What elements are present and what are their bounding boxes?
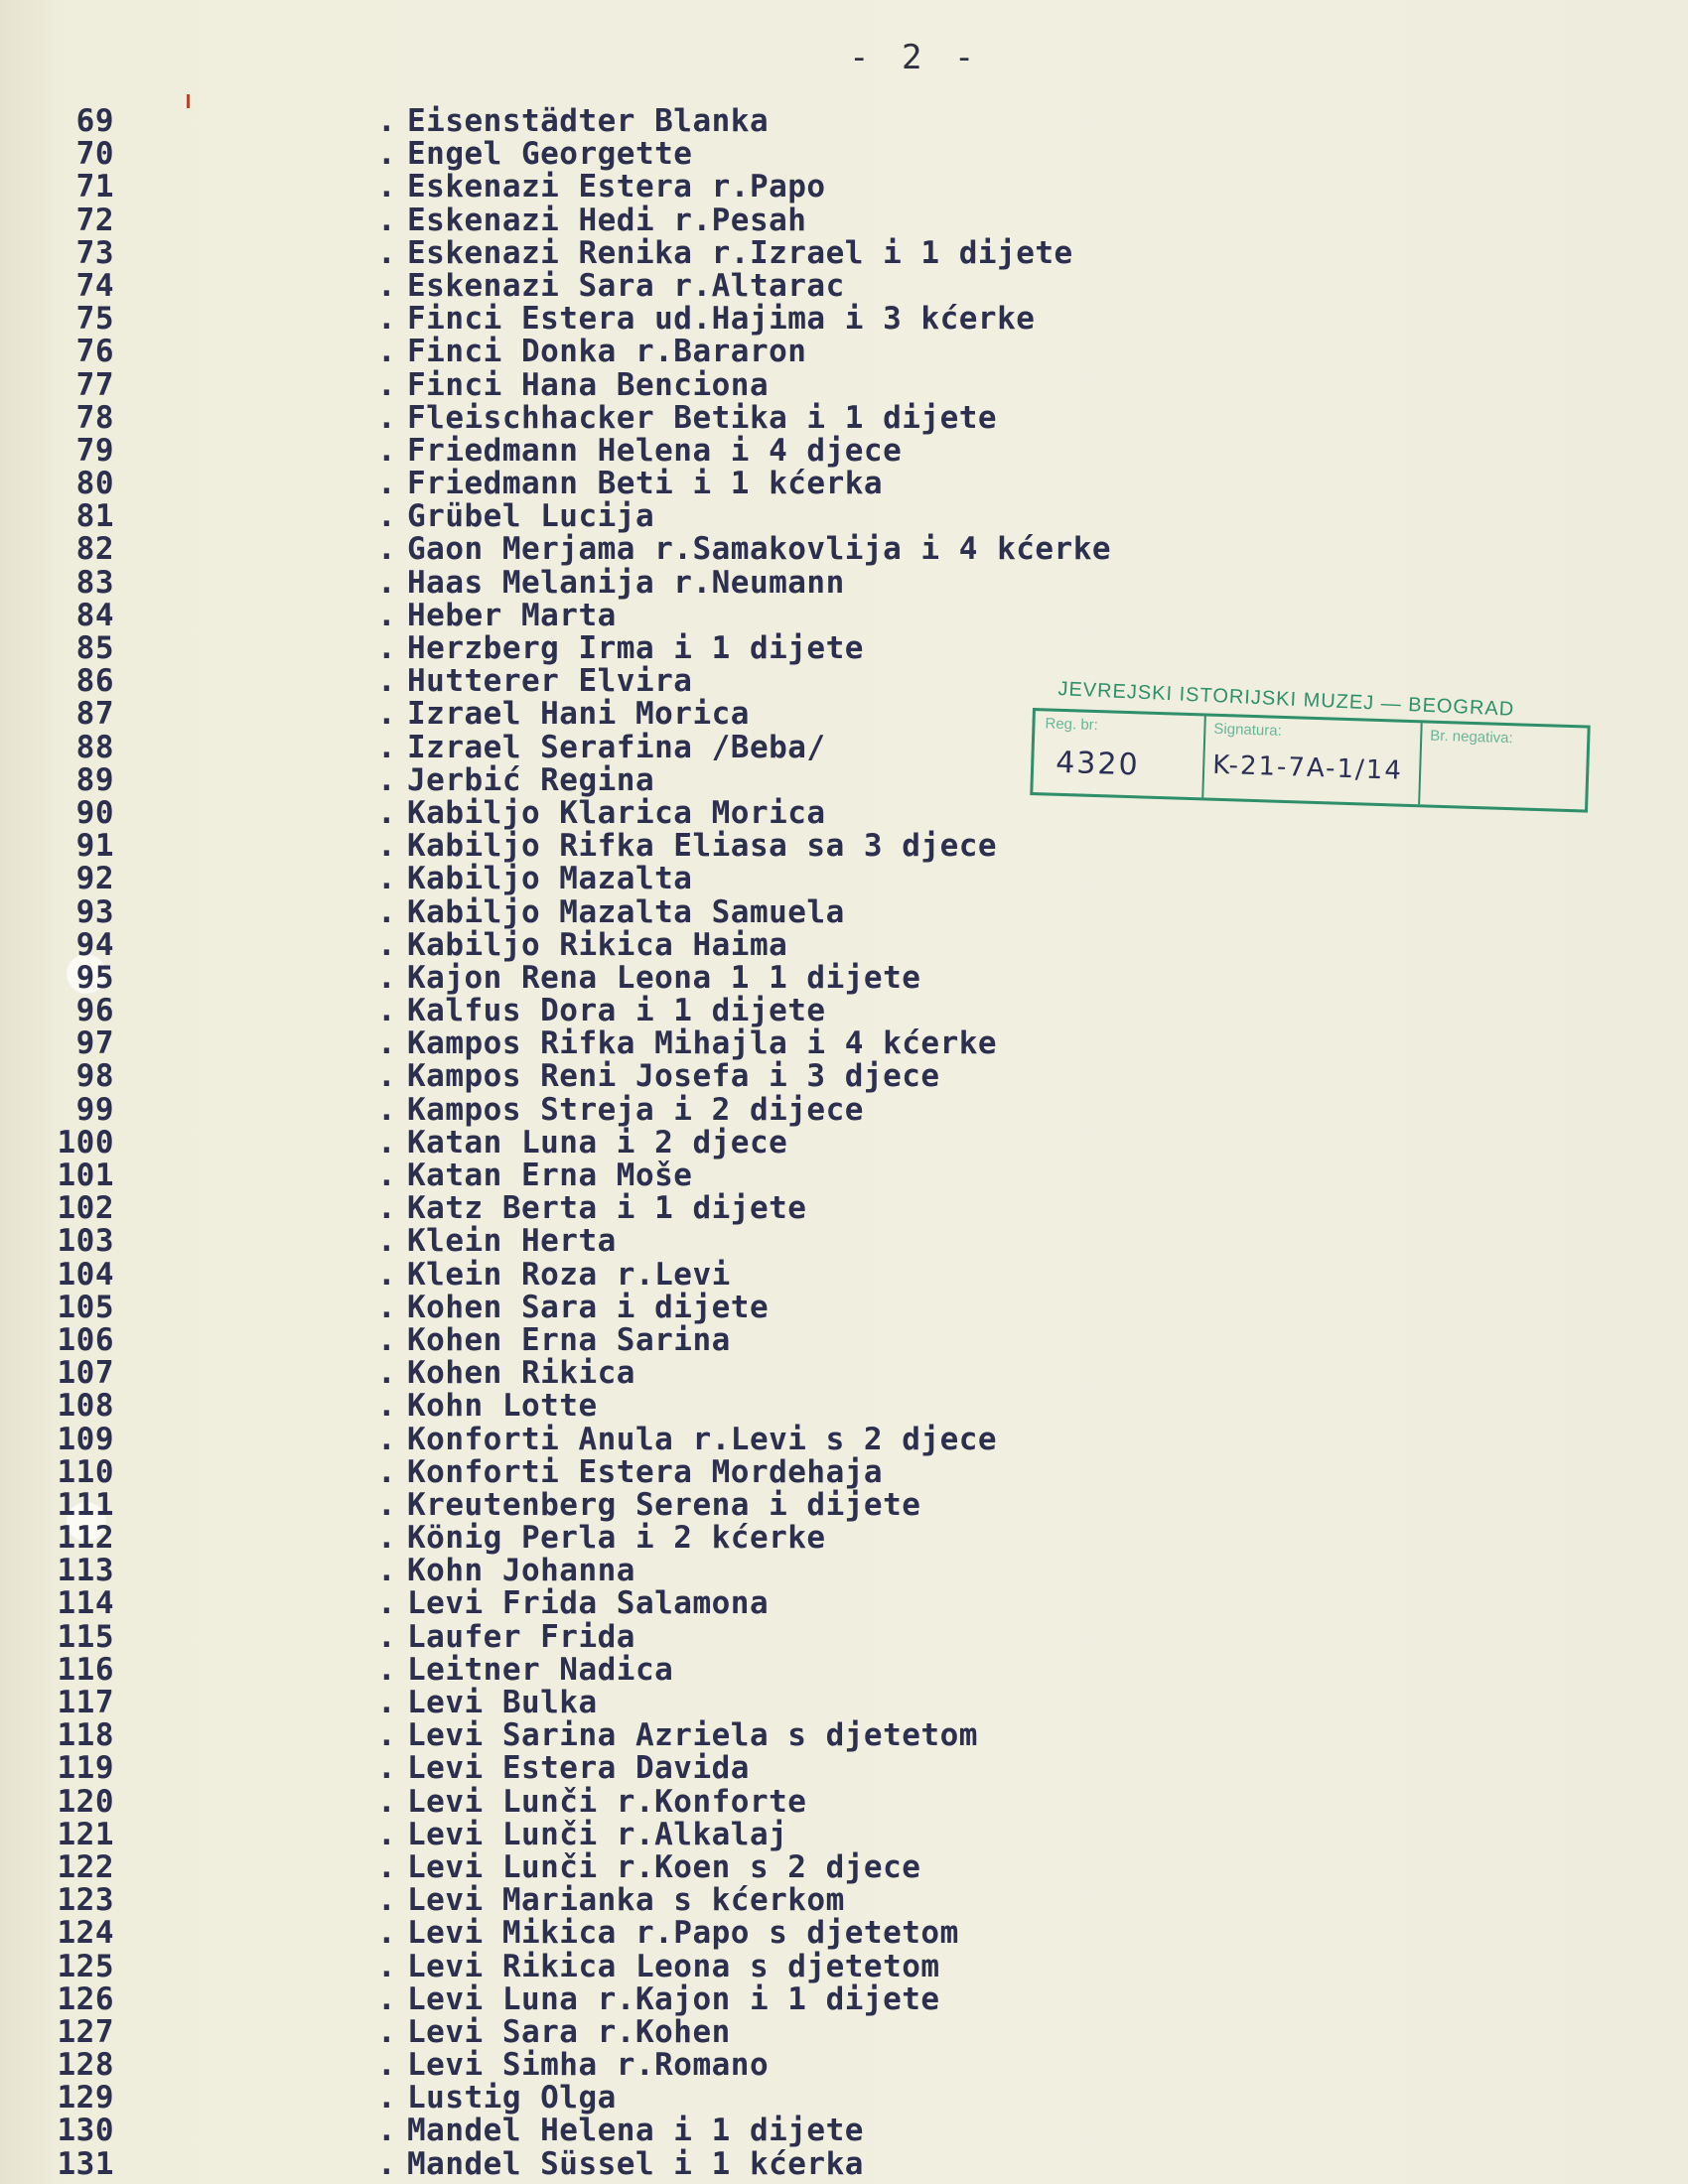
list-item xyxy=(0,531,1390,568)
entry-dot: . xyxy=(377,1190,397,1227)
entry-dot: . xyxy=(377,1948,397,1984)
list-item xyxy=(0,399,1390,436)
entry-number: 104 xyxy=(57,1256,114,1293)
list-item xyxy=(0,169,1390,205)
list-item xyxy=(0,926,1390,963)
entry-name: Friedmann Helena i 4 djece xyxy=(407,432,903,469)
list-item xyxy=(0,1453,1390,1490)
list-item xyxy=(0,1355,1390,1392)
entry-number: 75 xyxy=(75,301,114,338)
entry-name: Katz Berta i 1 dijete xyxy=(407,1190,807,1227)
entry-dot: . xyxy=(377,1816,397,1852)
entry-number: 98 xyxy=(75,1058,114,1095)
list-item xyxy=(0,301,1390,338)
list-item xyxy=(0,1190,1390,1227)
list-item xyxy=(0,564,1390,601)
entry-name: Klein Roza r.Levi xyxy=(407,1256,731,1293)
entry-number: 121 xyxy=(57,1816,114,1852)
entry-name: Eskenazi Renika r.Izrael i 1 dijete xyxy=(407,234,1073,271)
entry-dot: . xyxy=(377,301,397,338)
entry-name: Izrael Serafina /Beba/ xyxy=(407,729,826,765)
stamp-reg-value: 4320 xyxy=(1055,745,1141,783)
list-item xyxy=(0,630,1390,666)
list-item xyxy=(0,1717,1390,1754)
entry-number: 94 xyxy=(75,926,114,963)
entry-name: Kajon Rena Leona 1 1 dijete xyxy=(407,959,921,996)
list-item xyxy=(0,267,1390,304)
entry-name: Levi Sarina Azriela s djetetom xyxy=(407,1717,978,1754)
list-item xyxy=(0,498,1390,535)
entry-number: 131 xyxy=(57,2145,114,2182)
list-item xyxy=(0,2080,1390,2116)
stamp-negative-label: Br. negativa: xyxy=(1430,727,1513,748)
entry-number: 89 xyxy=(75,761,114,798)
entry-name: Levi Lunči r.Koen s 2 djece xyxy=(407,1848,921,1885)
entry-number: 93 xyxy=(75,893,114,930)
entry-number: 128 xyxy=(57,2047,114,2084)
list-item xyxy=(0,1289,1390,1325)
entry-number: 110 xyxy=(57,1453,114,1490)
page-number: - 2 - xyxy=(849,38,981,77)
entry-dot: . xyxy=(377,926,397,963)
entry-dot: . xyxy=(377,1980,397,2017)
stamp-title: JEVREJSKI ISTORIJSKI MUZEJ — BEOGRAD xyxy=(1057,678,1515,721)
entry-number: 97 xyxy=(75,1025,114,1062)
list-item xyxy=(0,1651,1390,1688)
list-item xyxy=(0,1421,1390,1457)
entry-dot: . xyxy=(377,234,397,271)
entry-number: 92 xyxy=(75,861,114,897)
stamp-reg-label: Reg. br: xyxy=(1045,715,1099,735)
list-item xyxy=(0,861,1390,897)
entry-number: 107 xyxy=(57,1355,114,1392)
list-item xyxy=(0,1125,1390,1158)
entry-name: Kabiljo Rifka Eliasa sa 3 djece xyxy=(407,828,998,865)
list-item xyxy=(0,1618,1390,1655)
list-item xyxy=(0,1091,1390,1128)
entry-dot: . xyxy=(377,334,397,370)
entry-name: Kohn Johanna xyxy=(407,1553,635,1589)
entry-name: Kabiljo Mazalta Samuela xyxy=(407,893,845,930)
entry-number: 100 xyxy=(57,1124,114,1160)
entry-dot: . xyxy=(377,1520,397,1557)
entry-dot: . xyxy=(377,466,397,502)
entry-dot: . xyxy=(377,597,397,633)
entry-number: 116 xyxy=(57,1651,114,1688)
entry-number: 70 xyxy=(75,136,114,173)
entry-dot: . xyxy=(377,1223,397,1260)
entry-number: 72 xyxy=(75,202,114,238)
entry-number: 86 xyxy=(75,663,114,700)
entry-dot: . xyxy=(377,1585,397,1622)
entry-name: Kampos Reni Josefa i 3 djece xyxy=(407,1058,940,1095)
entry-number: 115 xyxy=(57,1618,114,1655)
entry-number: 108 xyxy=(57,1388,114,1425)
entry-name: Kohen Sara i dijete xyxy=(407,1289,770,1325)
entry-number: 127 xyxy=(57,2013,114,2050)
entry-name: Kabiljo Rikica Haima xyxy=(407,926,788,963)
entry-name: Levi Simha r.Romano xyxy=(407,2047,770,2084)
list-item xyxy=(0,136,1390,173)
entry-number: 84 xyxy=(75,597,114,633)
entry-name: Konforti Anula r.Levi s 2 djece xyxy=(407,1421,998,1457)
list-item xyxy=(0,103,1390,139)
entry-name: Kohen Rikica xyxy=(407,1355,635,1392)
list-item xyxy=(0,993,1390,1029)
entry-name: Grübel Lucija xyxy=(407,498,655,535)
entry-name: König Perla i 2 kćerke xyxy=(407,1520,826,1557)
entry-dot: . xyxy=(377,2113,397,2149)
list-item xyxy=(0,1750,1390,1787)
entry-name: Lustig Olga xyxy=(407,2080,617,2116)
stamp-signature-cell xyxy=(1201,716,1422,804)
entry-name: Leitner Nadica xyxy=(407,1651,674,1688)
entry-name: Haas Melanija r.Neumann xyxy=(407,564,845,601)
entry-number: 111 xyxy=(57,1486,114,1523)
entry-name: Kampos Streja i 2 dijece xyxy=(407,1091,864,1128)
entry-number: 90 xyxy=(75,794,114,831)
entry-dot: . xyxy=(377,1388,397,1425)
entry-number: 101 xyxy=(57,1158,114,1193)
entry-name: Levi Frida Salamona xyxy=(407,1585,770,1622)
entry-dot: . xyxy=(377,1321,397,1358)
entry-dot: . xyxy=(377,1750,397,1787)
entry-name: Katan Erna Moše xyxy=(407,1158,693,1193)
entry-number: 88 xyxy=(75,729,114,765)
entry-number: 109 xyxy=(57,1421,114,1457)
list-item xyxy=(0,2145,1390,2182)
list-item xyxy=(0,1025,1390,1062)
entry-dot: . xyxy=(377,267,397,304)
entry-dot: . xyxy=(377,202,397,238)
entry-name: Kabiljo Mazalta xyxy=(407,861,693,897)
entry-number: 103 xyxy=(57,1223,114,1260)
list-item xyxy=(0,1783,1390,1820)
list-item xyxy=(0,234,1390,271)
entry-dot: . xyxy=(377,696,397,733)
entry-number: 79 xyxy=(75,432,114,469)
entry-name: Eskenazi Sara r.Altarac xyxy=(407,267,845,304)
entry-dot: . xyxy=(377,1651,397,1688)
entry-number: 69 xyxy=(75,103,114,139)
entry-name: Kampos Rifka Mihajla i 4 kćerke xyxy=(407,1025,998,1062)
list-item xyxy=(0,1948,1390,1984)
entry-dot: . xyxy=(377,1717,397,1754)
entry-number: 73 xyxy=(75,234,114,271)
entry-dot: . xyxy=(377,1848,397,1885)
entry-dot: . xyxy=(377,893,397,930)
list-item xyxy=(0,959,1390,996)
list-item xyxy=(0,334,1390,370)
entry-name: Levi Lunči r.Alkalaj xyxy=(407,1816,788,1852)
entry-number: 105 xyxy=(57,1289,114,1325)
entry-number: 80 xyxy=(75,466,114,502)
entry-dot: . xyxy=(377,169,397,205)
list-item xyxy=(0,1321,1390,1358)
list-item xyxy=(0,1223,1390,1260)
entry-number: 106 xyxy=(57,1321,114,1358)
entry-number: 78 xyxy=(75,399,114,436)
entry-name: Kohen Erna Sarina xyxy=(407,1321,731,1358)
list-item xyxy=(0,893,1390,930)
entry-dot: . xyxy=(377,828,397,865)
entry-dot: . xyxy=(377,630,397,666)
entry-dot: . xyxy=(377,1421,397,1457)
list-item xyxy=(0,1058,1390,1095)
entry-name: Levi Luna r.Kajon i 1 dijete xyxy=(407,1980,940,2017)
entry-dot: . xyxy=(377,761,397,798)
entry-name: Laufer Frida xyxy=(407,1618,635,1655)
entry-dot: . xyxy=(377,432,397,469)
list-item xyxy=(0,1980,1390,2017)
entry-name: Finci Hana Benciona xyxy=(407,366,770,403)
entry-name: Engel Georgette xyxy=(407,136,693,173)
list-item xyxy=(0,597,1390,633)
entry-name: Eskenazi Hedi r.Pesah xyxy=(407,202,807,238)
list-item xyxy=(0,1882,1390,1919)
entry-number: 119 xyxy=(57,1750,114,1787)
entry-number: 113 xyxy=(57,1553,114,1589)
entry-name: Kabiljo Klarica Morica xyxy=(407,794,826,831)
entry-number: 77 xyxy=(75,366,114,403)
list-item xyxy=(0,1848,1390,1885)
entry-name: Levi Marianka s kćerkom xyxy=(407,1882,845,1919)
entry-number: 125 xyxy=(57,1948,114,1984)
entry-number: 74 xyxy=(75,267,114,304)
entry-dot: . xyxy=(377,959,397,996)
entry-name: Eskenazi Estera r.Papo xyxy=(407,169,826,205)
entry-name: Finci Donka r.Bararon xyxy=(407,334,807,370)
entry-number: 96 xyxy=(75,993,114,1029)
entry-number: 112 xyxy=(57,1520,114,1557)
entry-name: Levi Mikica r.Papo s djetetom xyxy=(407,1915,959,1952)
entry-name: Mandel Süssel i 1 kćerka xyxy=(407,2145,864,2182)
entry-dot: . xyxy=(377,103,397,139)
entry-dot: . xyxy=(377,399,397,436)
entry-dot: . xyxy=(377,1355,397,1392)
list-item xyxy=(0,2047,1390,2084)
entry-name: Jerbić Regina xyxy=(407,761,655,798)
entry-name: Levi Lunči r.Konforte xyxy=(407,1783,807,1820)
entry-number: 95 xyxy=(75,959,114,996)
entry-number: 87 xyxy=(75,696,114,733)
list-item xyxy=(0,1585,1390,1622)
stamp-signature-label: Signatura: xyxy=(1213,720,1283,740)
entry-dot: . xyxy=(377,794,397,831)
museum-stamp xyxy=(1029,678,1595,837)
entry-name: Friedmann Beti i 1 kćerka xyxy=(407,466,884,502)
entry-number: 114 xyxy=(57,1585,114,1622)
list-item xyxy=(0,466,1390,502)
entry-number: 81 xyxy=(75,498,114,535)
entry-dot: . xyxy=(377,861,397,897)
entry-name: Finci Estera ud.Hajima i 3 kćerke xyxy=(407,301,1036,338)
entry-dot: . xyxy=(377,1058,397,1095)
entry-name: Levi Bulka xyxy=(407,1685,598,1720)
entry-name: Gaon Merjama r.Samakovlija i 4 kćerke xyxy=(407,531,1112,568)
entry-name: Konforti Estera Mordehaja xyxy=(407,1453,884,1490)
entry-number: 102 xyxy=(57,1190,114,1227)
entry-dot: . xyxy=(377,1685,397,1720)
entry-name: Katan Luna i 2 djece xyxy=(407,1124,788,1160)
entry-dot: . xyxy=(377,1783,397,1820)
entry-number: 130 xyxy=(57,2113,114,2149)
entry-name: Levi Estera Davida xyxy=(407,1750,750,1787)
list-item xyxy=(0,202,1390,238)
list-item xyxy=(0,2113,1390,2149)
entry-dot: . xyxy=(377,531,397,568)
entry-name: Fleischhacker Betika i 1 dijete xyxy=(407,399,998,436)
entry-number: 83 xyxy=(75,564,114,601)
entry-name: Mandel Helena i 1 dijete xyxy=(407,2113,864,2149)
entry-dot: . xyxy=(377,1091,397,1128)
entry-name: Klein Herta xyxy=(407,1223,617,1260)
entry-dot: . xyxy=(377,1486,397,1523)
entry-dot: . xyxy=(377,993,397,1029)
entry-name: Herzberg Irma i 1 dijete xyxy=(407,630,864,666)
list-item xyxy=(0,2013,1390,2050)
list-item xyxy=(0,1256,1390,1293)
entry-name: Izrael Hani Morica xyxy=(407,696,750,733)
stamp-signature-value: K-21-7A-1/14 xyxy=(1211,750,1404,786)
entry-dot: . xyxy=(377,564,397,601)
list-item xyxy=(0,1520,1390,1557)
entry-dot: . xyxy=(377,1453,397,1490)
entry-number: 117 xyxy=(57,1685,114,1720)
entry-name: Eisenstädter Blanka xyxy=(407,103,770,139)
entry-number: 126 xyxy=(57,1980,114,2017)
entry-number: 124 xyxy=(57,1915,114,1952)
entry-number: 82 xyxy=(75,531,114,568)
entry-dot: . xyxy=(377,663,397,700)
entry-number: 85 xyxy=(75,630,114,666)
entry-name: Hutterer Elvira xyxy=(407,663,693,700)
list-item xyxy=(0,1685,1390,1720)
entry-dot: . xyxy=(377,1158,397,1193)
entry-dot: . xyxy=(377,1256,397,1293)
entry-dot: . xyxy=(377,1553,397,1589)
entry-dot: . xyxy=(377,366,397,403)
entry-name: Levi Rikica Leona s djetetom xyxy=(407,1948,940,1984)
entry-number: 91 xyxy=(75,828,114,865)
entry-dot: . xyxy=(377,1025,397,1062)
entry-number: 123 xyxy=(57,1882,114,1919)
list-item xyxy=(0,432,1390,469)
entry-dot: . xyxy=(377,1882,397,1919)
entry-number: 76 xyxy=(75,334,114,370)
entry-number: 99 xyxy=(75,1091,114,1128)
entry-number: 120 xyxy=(57,1783,114,1820)
entry-number: 122 xyxy=(57,1848,114,1885)
list-item xyxy=(0,1816,1390,1852)
entry-dot: . xyxy=(377,2047,397,2084)
entry-number: 71 xyxy=(75,169,114,205)
entry-name: Kreutenberg Serena i dijete xyxy=(407,1486,921,1523)
entry-dot: . xyxy=(377,498,397,535)
name-list xyxy=(0,103,1390,2182)
list-item xyxy=(0,1486,1390,1523)
entry-name: Kohn Lotte xyxy=(407,1388,598,1425)
stamp-negative-cell xyxy=(1418,723,1587,809)
entry-name: Levi Sara r.Kohen xyxy=(407,2013,731,2050)
list-item xyxy=(0,1553,1390,1589)
stamp-reg-cell xyxy=(1033,711,1205,797)
entry-dot: . xyxy=(377,2145,397,2182)
entry-dot: . xyxy=(377,1915,397,1952)
entry-dot: . xyxy=(377,1289,397,1325)
entry-dot: . xyxy=(377,1618,397,1655)
entry-number: 118 xyxy=(57,1717,114,1754)
stamp-box xyxy=(1030,708,1590,813)
entry-dot: . xyxy=(377,2080,397,2116)
entry-dot: . xyxy=(377,136,397,173)
list-item xyxy=(0,1158,1390,1193)
list-item xyxy=(0,1388,1390,1425)
list-item xyxy=(0,1915,1390,1952)
entry-name: Heber Marta xyxy=(407,597,617,633)
entry-dot: . xyxy=(377,2013,397,2050)
entry-name: Kalfus Dora i 1 dijete xyxy=(407,993,826,1029)
entry-dot: . xyxy=(377,729,397,765)
entry-number: 129 xyxy=(57,2080,114,2116)
list-item xyxy=(0,366,1390,403)
entry-dot: . xyxy=(377,1124,397,1160)
